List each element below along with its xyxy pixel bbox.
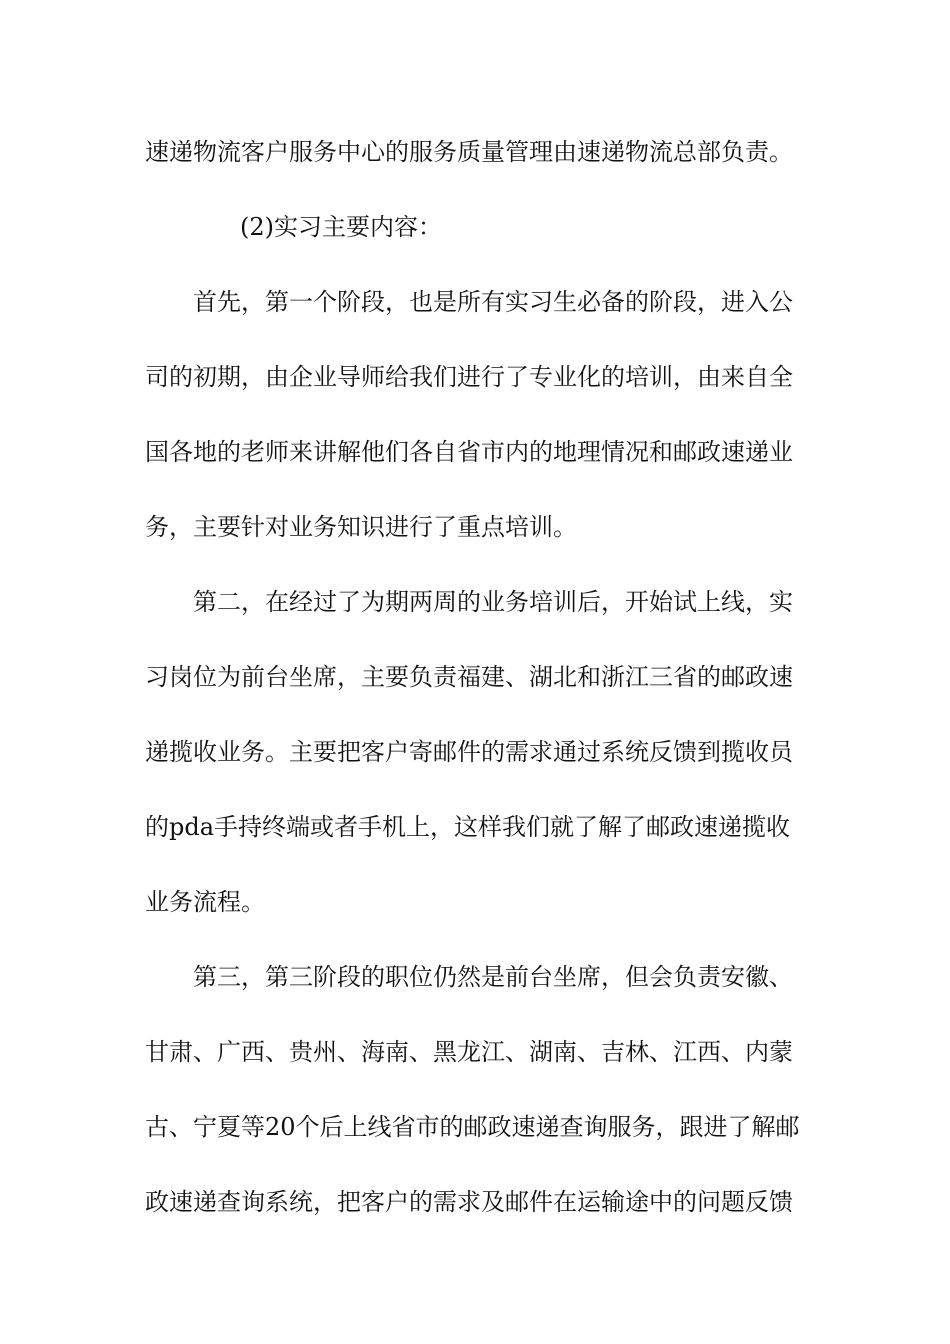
text-line: 递揽收业务。主要把客户寄邮件的需求通过系统反馈到揽收员 <box>145 738 793 766</box>
text-line: 务，主要针对业务知识进行了重点培训。 <box>145 513 577 541</box>
text-line: 习岗位为前台坐席，主要负责福建、湖北和浙江三省的邮政速 <box>145 663 793 691</box>
text-line: 政速递查询系统，把客户的需求及邮件在运输途中的问题反馈 <box>145 1188 793 1216</box>
text-line: 首先，第一个阶段，也是所有实习生必备的阶段，进入公 <box>193 288 793 316</box>
text-line: 国各地的老师来讲解他们各自省市内的地理情况和邮政速递业 <box>145 438 793 466</box>
text-line: 的pda手持终端或者手机上，这样我们就了解了邮政速递揽收 <box>145 813 791 841</box>
text-line: 第二，在经过了为期两周的业务培训后，开始试上线，实 <box>193 588 793 616</box>
text-line: 业务流程。 <box>145 888 265 916</box>
text-line: 第三，第三阶段的职位仍然是前台坐席，但会负责安徽、 <box>193 963 793 991</box>
section-heading: (2)实习主要内容： <box>240 213 442 241</box>
text-line: 甘肃、广西、贵州、海南、黑龙江、湖南、吉林、江西、内蒙 <box>145 1038 793 1066</box>
text-line: 司的初期，由企业导师给我们进行了专业化的培训，由来自全 <box>145 363 793 391</box>
text-line: 古、宁夏等20个后上线省市的邮政速递查询服务，跟进了解邮 <box>145 1113 800 1141</box>
text-line: 速递物流客户服务中心的服务质量管理由速递物流总部负责。 <box>145 138 793 166</box>
